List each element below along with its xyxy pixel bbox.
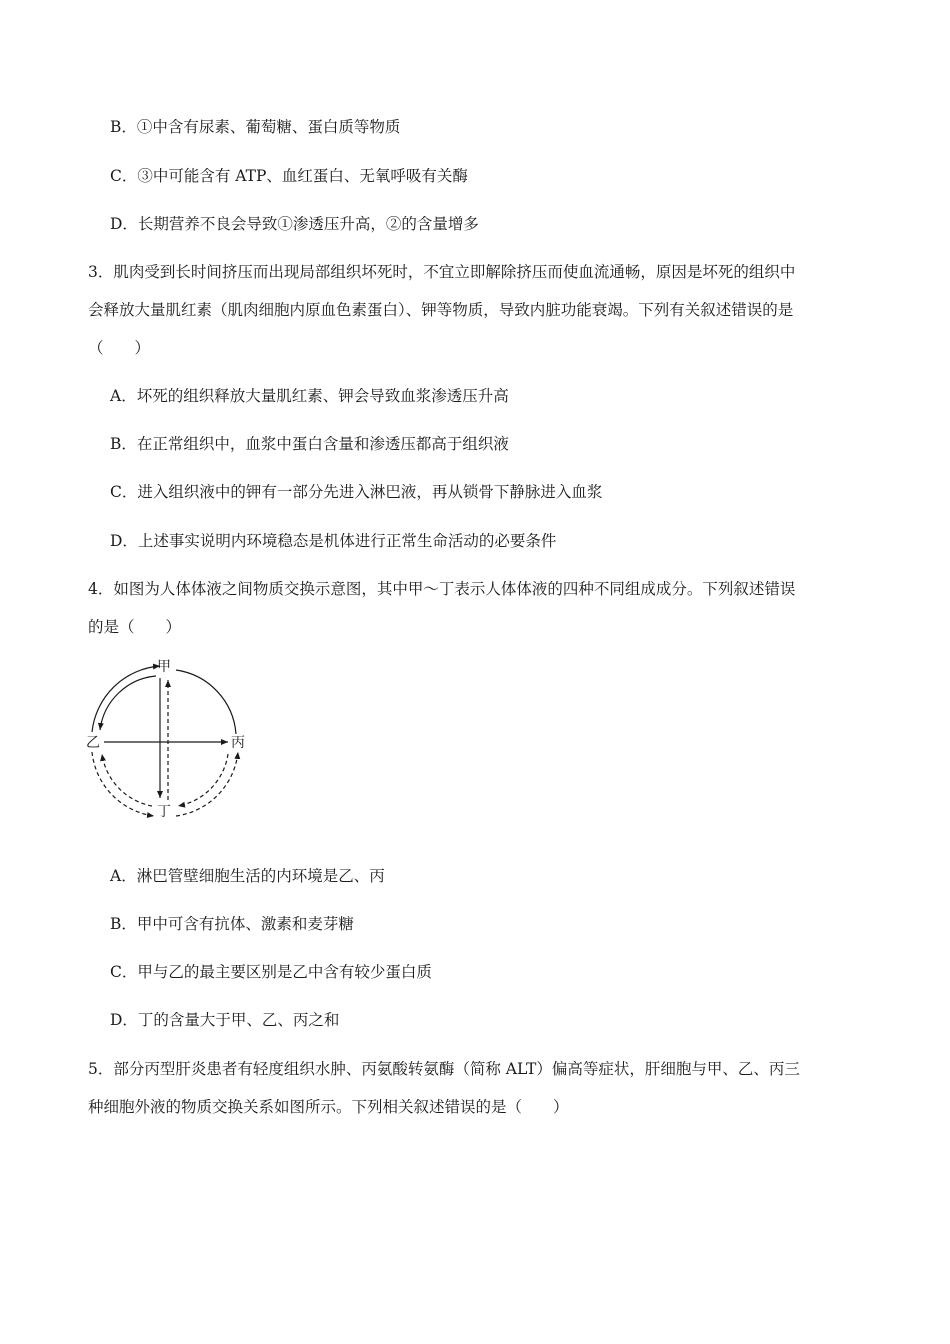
q5-stem-line-2: 种细胞外液的物质交换关系如图所示。下列相关叙述错误的是（ ） bbox=[88, 1098, 569, 1116]
q3-option-c: C．进入组织液中的钾有一部分先进入淋巴液，再从锁骨下静脉进入血浆 bbox=[110, 483, 603, 501]
q5-stem-line-1: 5．部分丙型肝炎患者有轻度组织水肿、丙氨酸转氨酶（简称 ALT）偏高等症状，肝细胞与甲、乙、丙三 bbox=[88, 1060, 800, 1078]
q2-option-c: C．③中可能含有 ATP、血红蛋白、无氧呼吸有关酶 bbox=[110, 167, 468, 185]
q3-stem-line-2: 会释放大量肌红素（肌肉细胞内原血色素蛋白）、钾等物质，导致内脏功能衰竭。下列有关叙述错误的是 bbox=[88, 301, 794, 319]
arrow-ding-to-bing bbox=[176, 752, 238, 816]
arrow-jia-to-bing bbox=[176, 670, 236, 734]
q4-option-b: B．甲中可含有抗体、激素和麦芽糖 bbox=[110, 915, 354, 933]
arrow-bing-to-ding bbox=[178, 754, 228, 806]
label-bing: 丙 bbox=[231, 735, 245, 751]
arrow-jia-to-yi bbox=[100, 676, 156, 730]
q4-option-a: A．淋巴管壁细胞生活的内环境是乙、丙 bbox=[110, 867, 385, 885]
arrow-yi-to-jia bbox=[92, 666, 160, 732]
q4-option-d: D．丁的含量大于甲、乙、丙之和 bbox=[110, 1011, 340, 1029]
q4-option-c: C．甲与乙的最主要区别是乙中含有较少蛋白质 bbox=[110, 963, 432, 981]
q3-option-b: B．在正常组织中，血浆中蛋白含量和渗透压都高于组织液 bbox=[110, 435, 509, 453]
q4-stem-line-2: 的是（ ） bbox=[88, 618, 182, 636]
arrow-ding-to-yi bbox=[102, 754, 152, 806]
label-jia: 甲 bbox=[157, 659, 171, 675]
q3-option-a: A．坏死的组织释放大量肌红素、钾会导致血浆渗透压升高 bbox=[110, 387, 509, 405]
q3-stem-line-3: （ ） bbox=[88, 339, 151, 357]
arrow-yi-to-ding bbox=[92, 752, 154, 816]
q3-stem-line-1: 3．肌肉受到长时间挤压而出现局部组织坏死时，不宜立即解除挤压而使血流通畅，原因是坏死的组织中 bbox=[88, 263, 796, 281]
q2-option-d: D．长期营养不良会导致①渗透压升高，②的含量增多 bbox=[110, 215, 479, 233]
label-yi: 乙 bbox=[86, 735, 100, 751]
q2-option-b: B．①中含有尿素、葡萄糖、蛋白质等物质 bbox=[110, 118, 401, 136]
body-fluid-exchange-diagram bbox=[84, 656, 254, 826]
q3-option-d: D．上述事实说明内环境稳态是机体进行正常生命活动的必要条件 bbox=[110, 532, 557, 550]
label-ding: 丁 bbox=[157, 804, 171, 820]
q4-stem-line-1: 4．如图为人体体液之间物质交换示意图，其中甲～丁表示人体体液的四种不同组成成分。下列叙述错误 bbox=[88, 580, 796, 598]
